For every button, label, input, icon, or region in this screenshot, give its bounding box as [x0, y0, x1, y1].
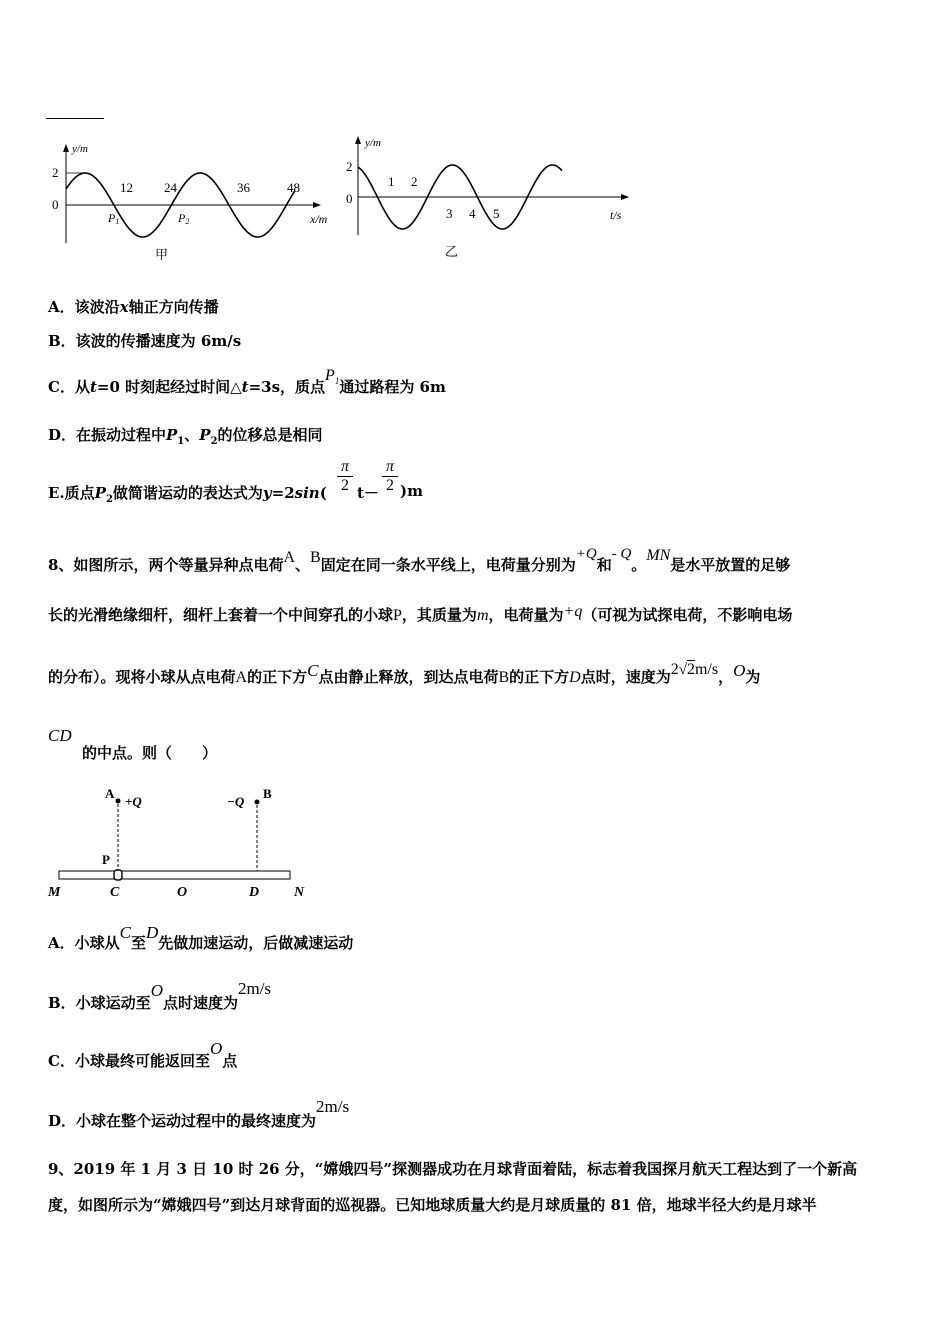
q9-line-1: 9、2019 年 1 月 3 日 10 时 26 分，“嫦娥四号”探测器成功在月球背面着陆，标志着我国探月航天工程达到了一个新高 [48, 1160, 858, 1178]
graph-caption-yi: 乙 [445, 244, 459, 259]
t-tick-2: 2 [411, 174, 418, 189]
q8-option-b: B．小球运动至O点时速度为2m/s [48, 979, 272, 1012]
point-p1-label: P1 [108, 211, 120, 226]
y-tick-zero: 0 [346, 191, 353, 206]
small-ball [114, 870, 122, 880]
label-o: O [177, 885, 188, 900]
y-tick-zero: 0 [52, 197, 59, 212]
label-a: A [105, 786, 115, 801]
y-axis-label: y/m [365, 137, 381, 149]
vibration-graph-yi [340, 130, 640, 260]
q7-e-t-minus: t－ [357, 484, 379, 502]
q8-line-1: 8、如图所示，两个等量异种点电荷A、B固定在同一条水平线上，电荷量分别为+Q和- Q。MN是水平放置的足够 [48, 546, 791, 574]
label-plus-q: +Q [125, 794, 142, 809]
label-minus-q: −Q [227, 794, 245, 809]
label-d: D [249, 885, 260, 900]
q7-option-e: E.质点$P_2$做简谐运动的表达式为y=2sin( [48, 484, 327, 505]
q8-line-4: 的中点。则（ ） [82, 744, 218, 762]
q7-option-c: C．从t=0 时刻起经过时间△t=3s，质点$P_1$通过路程为 6m [48, 367, 446, 396]
charges-rod-figure [44, 782, 324, 902]
x-tick-48: 48 [287, 180, 300, 195]
y-tick-top: 2 [346, 159, 353, 174]
y-tick-top: 2 [52, 165, 59, 180]
t-tick-4: 4 [469, 206, 476, 221]
point-p2-label: P2 [178, 211, 190, 226]
wave-graph-jia [40, 138, 340, 263]
label-p: P [102, 852, 110, 867]
q8-option-d: D．小球在整个运动过程中的最终速度为2m/s [48, 1097, 350, 1130]
x-tick-36: 36 [237, 180, 250, 195]
q8-line-2: 长的光滑绝缘细杆，细杆上套着一个中间穿孔的小球P，其质量为m，电荷量为+q（可视为试探电荷，不影响电场 [48, 603, 793, 624]
insulating-rod [59, 871, 290, 879]
t-tick-5: 5 [493, 206, 500, 221]
x-tick-12: 12 [120, 180, 133, 195]
graph-caption-jia: 甲 [155, 247, 169, 262]
label-c: C [110, 885, 120, 900]
q8-option-a: A．小球从C至D先做加速运动，后做减速运动 [48, 923, 354, 952]
x-axis-label: x/m [310, 212, 328, 226]
q9-line-2: 度，如图所示为“嫦娥四号”到达月球背面的巡视器。已知地球质量大约是月球质量的 81 倍，地球半径大约是月球半 [48, 1196, 817, 1214]
q7-option-b: B．该波的传播速度为 6m/s [48, 332, 242, 350]
fraction-pi-over-2-a: π 2 [337, 458, 353, 495]
t-axis-label: t/s [610, 208, 622, 222]
label-m: M [48, 885, 61, 900]
q8-cd-label: CD [48, 726, 72, 745]
q7-e-close: )m [400, 482, 423, 500]
q8-option-c: C．小球最终可能返回至O点 [48, 1039, 238, 1070]
fraction-pi-over-2-b: π 2 [382, 458, 398, 495]
q8-line-3: 的分布）。现将小球从点电荷A的正下方C点由静止释放，到达点电荷B的正下方D点时，速度为2√2m/s，O为 [48, 661, 761, 686]
t-tick-1: 1 [388, 174, 395, 189]
charge-a-dot [116, 799, 121, 804]
top-rule [46, 118, 104, 119]
y-axis-label: y/m [72, 143, 88, 155]
label-n: N [294, 885, 305, 900]
charge-b-dot [255, 800, 260, 805]
x-tick-24: 24 [164, 180, 177, 195]
t-tick-3: 3 [446, 206, 453, 221]
q7-option-a: A．该波沿x轴正方向传播 [48, 298, 219, 316]
label-b: B [263, 786, 272, 801]
q7-option-d: D．在振动过程中$P_1$、$P_2$的位移总是相同 [48, 426, 323, 447]
